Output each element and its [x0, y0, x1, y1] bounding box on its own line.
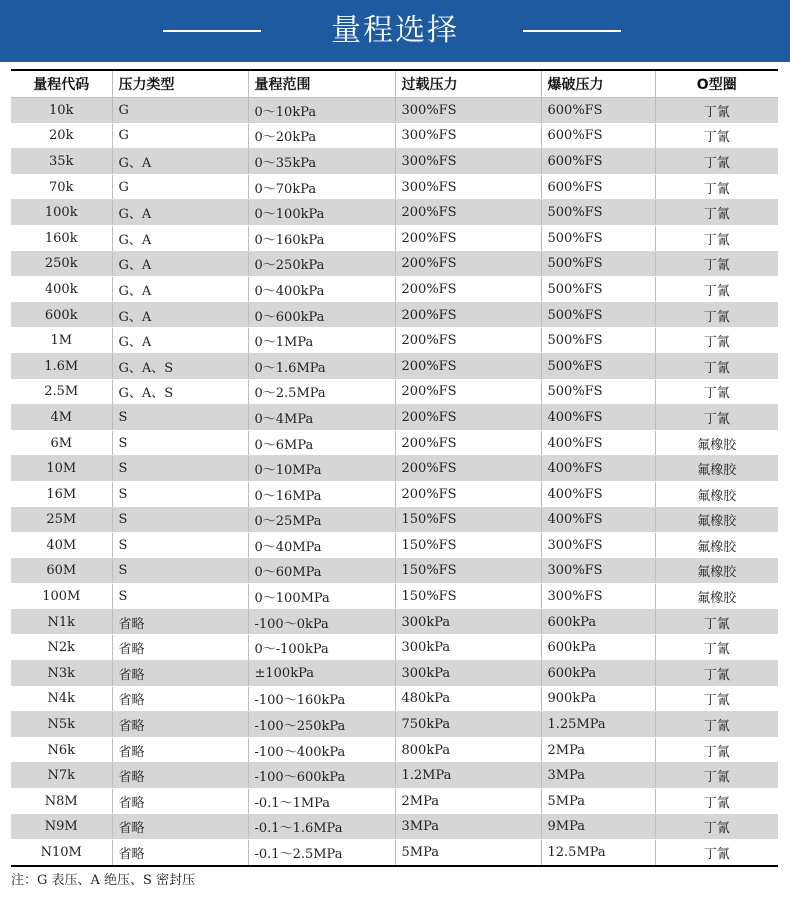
cell-range-code: N4k — [11, 686, 112, 712]
table-row — [11, 98, 778, 124]
cell-range-code: 10M — [11, 456, 112, 482]
cell-range-code: 10k — [11, 98, 112, 124]
cell-range: -100～160kPa — [248, 686, 395, 712]
range-table — [11, 69, 778, 867]
cell-overload: 5MPa — [395, 840, 541, 866]
table-row — [11, 123, 778, 149]
cell-range-code: N2k — [11, 635, 112, 661]
cell-overload: 200%FS — [395, 456, 541, 482]
cell-burst: 400%FS — [541, 481, 655, 507]
header-banner — [0, 0, 790, 62]
cell-burst: 600kPa — [541, 661, 655, 687]
cell-burst: 300%FS — [541, 584, 655, 610]
cell-burst: 5MPa — [541, 789, 655, 815]
cell-pressure-type: G、A — [112, 200, 248, 226]
cell-range: -100～600kPa — [248, 763, 395, 789]
cell-burst: 500%FS — [541, 302, 655, 328]
cell-range-code: 1M — [11, 328, 112, 354]
cell-overload: 200%FS — [395, 430, 541, 456]
cell-pressure-type: 省略 — [112, 737, 248, 763]
table-row — [11, 533, 778, 559]
cell-range: -0.1～2.5MPa — [248, 840, 395, 866]
col-header-overload: 过载压力 — [395, 70, 541, 98]
cell-range: -0.1～1MPa — [248, 789, 395, 815]
cell-oring: 丁氰 — [655, 149, 778, 175]
cell-pressure-type: G、A — [112, 328, 248, 354]
table-row — [11, 763, 778, 789]
cell-burst: 500%FS — [541, 379, 655, 405]
cell-overload: 200%FS — [395, 481, 541, 507]
cell-burst: 900kPa — [541, 686, 655, 712]
cell-burst: 1.25MPa — [541, 712, 655, 738]
cell-range-code: N3k — [11, 661, 112, 687]
cell-overload: 1.2MPa — [395, 763, 541, 789]
cell-oring: 丁氰 — [655, 635, 778, 661]
cell-pressure-type: G、A — [112, 251, 248, 277]
cell-pressure-type: G — [112, 123, 248, 149]
cell-pressure-type: S — [112, 533, 248, 559]
cell-oring: 丁氰 — [655, 277, 778, 303]
cell-pressure-type: 省略 — [112, 763, 248, 789]
cell-burst: 500%FS — [541, 200, 655, 226]
cell-pressure-type: G、A — [112, 277, 248, 303]
cell-range-code: 2.5M — [11, 379, 112, 405]
table-row — [11, 405, 778, 431]
cell-burst: 3MPa — [541, 763, 655, 789]
table-row — [11, 200, 778, 226]
cell-oring: 丁氰 — [655, 353, 778, 379]
cell-range-code: 25M — [11, 507, 112, 533]
cell-pressure-type: 省略 — [112, 814, 248, 840]
col-header-burst: 爆破压力 — [541, 70, 655, 98]
cell-oring: 氟橡胶 — [655, 430, 778, 456]
cell-overload: 200%FS — [395, 200, 541, 226]
table-row — [11, 661, 778, 687]
cell-range: 0～10kPa — [248, 98, 395, 124]
table-row — [11, 328, 778, 354]
table-row — [11, 789, 778, 815]
cell-range: 0～600kPa — [248, 302, 395, 328]
cell-oring: 丁氰 — [655, 712, 778, 738]
cell-overload: 200%FS — [395, 328, 541, 354]
cell-oring: 氟橡胶 — [655, 507, 778, 533]
page-title: 量程选择 — [331, 13, 459, 48]
cell-range: -100～400kPa — [248, 737, 395, 763]
cell-burst: 500%FS — [541, 353, 655, 379]
table-row — [11, 302, 778, 328]
cell-overload: 200%FS — [395, 405, 541, 431]
cell-burst: 300%FS — [541, 533, 655, 559]
cell-burst: 400%FS — [541, 430, 655, 456]
cell-overload: 750kPa — [395, 712, 541, 738]
cell-range-code: 600k — [11, 302, 112, 328]
cell-pressure-type: G、A、S — [112, 353, 248, 379]
cell-pressure-type: 省略 — [112, 789, 248, 815]
table-row — [11, 558, 778, 584]
cell-range: 0～20kPa — [248, 123, 395, 149]
cell-overload: 480kPa — [395, 686, 541, 712]
cell-overload: 150%FS — [395, 533, 541, 559]
cell-pressure-type: S — [112, 507, 248, 533]
cell-pressure-type: 省略 — [112, 686, 248, 712]
cell-overload: 300%FS — [395, 149, 541, 175]
cell-burst: 400%FS — [541, 456, 655, 482]
cell-pressure-type: G — [112, 98, 248, 124]
cell-range: 0～250kPa — [248, 251, 395, 277]
cell-range: 0～-100kPa — [248, 635, 395, 661]
cell-pressure-type: G、A — [112, 302, 248, 328]
cell-pressure-type: G、A — [112, 225, 248, 251]
cell-range-code: 70k — [11, 174, 112, 200]
cell-range-code: 100k — [11, 200, 112, 226]
cell-range-code: 16M — [11, 481, 112, 507]
cell-oring: 丁氰 — [655, 405, 778, 431]
cell-range-code: N5k — [11, 712, 112, 738]
cell-range-code: N8M — [11, 789, 112, 815]
cell-oring: 氟橡胶 — [655, 584, 778, 610]
cell-overload: 200%FS — [395, 251, 541, 277]
cell-oring: 丁氰 — [655, 251, 778, 277]
table-row — [11, 149, 778, 175]
table-row — [11, 840, 778, 866]
cell-burst: 400%FS — [541, 507, 655, 533]
cell-range-code: 6M — [11, 430, 112, 456]
table-row — [11, 712, 778, 738]
cell-overload: 200%FS — [395, 379, 541, 405]
cell-pressure-type: S — [112, 405, 248, 431]
cell-pressure-type: S — [112, 456, 248, 482]
cell-range: 0～100kPa — [248, 200, 395, 226]
cell-range: 0～40MPa — [248, 533, 395, 559]
table-row — [11, 584, 778, 610]
cell-range-code: 100M — [11, 584, 112, 610]
cell-burst: 500%FS — [541, 251, 655, 277]
cell-range-code: N10M — [11, 840, 112, 866]
cell-pressure-type: S — [112, 430, 248, 456]
cell-oring: 氟橡胶 — [655, 481, 778, 507]
cell-pressure-type: 省略 — [112, 661, 248, 687]
cell-overload: 300kPa — [395, 609, 541, 635]
cell-pressure-type: G — [112, 174, 248, 200]
cell-overload: 300%FS — [395, 174, 541, 200]
cell-burst: 600kPa — [541, 635, 655, 661]
cell-range: -0.1～1.6MPa — [248, 814, 395, 840]
cell-oring: 丁氰 — [655, 763, 778, 789]
table-row — [11, 430, 778, 456]
cell-overload: 200%FS — [395, 277, 541, 303]
cell-range-code: 40M — [11, 533, 112, 559]
cell-oring: 丁氰 — [655, 789, 778, 815]
cell-range: 0～60MPa — [248, 558, 395, 584]
cell-oring: 丁氰 — [655, 840, 778, 866]
cell-oring: 丁氰 — [655, 379, 778, 405]
cell-range-code: N7k — [11, 763, 112, 789]
cell-range-code: 1.6M — [11, 353, 112, 379]
cell-range: 0～100MPa — [248, 584, 395, 610]
cell-burst: 9MPa — [541, 814, 655, 840]
cell-burst: 300%FS — [541, 558, 655, 584]
cell-range-code: N9M — [11, 814, 112, 840]
cell-oring: 丁氰 — [655, 225, 778, 251]
cell-overload: 300%FS — [395, 98, 541, 124]
cell-range-code: 35k — [11, 149, 112, 175]
table-row — [11, 251, 778, 277]
table-row — [11, 814, 778, 840]
table-row — [11, 174, 778, 200]
cell-range: 0～1.6MPa — [248, 353, 395, 379]
table-row — [11, 225, 778, 251]
table-row — [11, 481, 778, 507]
cell-pressure-type: 省略 — [112, 840, 248, 866]
cell-pressure-type: G、A、S — [112, 379, 248, 405]
cell-burst: 600%FS — [541, 174, 655, 200]
cell-oring: 丁氰 — [655, 814, 778, 840]
cell-burst: 600%FS — [541, 123, 655, 149]
table-row — [11, 635, 778, 661]
col-header-oring: O型圈 — [655, 70, 778, 98]
cell-oring: 丁氰 — [655, 98, 778, 124]
cell-range: 0～16MPa — [248, 481, 395, 507]
cell-range: 0～2.5MPa — [248, 379, 395, 405]
cell-range-code: 60M — [11, 558, 112, 584]
cell-range: -100～0kPa — [248, 609, 395, 635]
cell-range: 0～4MPa — [248, 405, 395, 431]
table-row — [11, 353, 778, 379]
cell-range-code: 4M — [11, 405, 112, 431]
cell-oring: 丁氰 — [655, 737, 778, 763]
cell-oring: 丁氰 — [655, 174, 778, 200]
cell-pressure-type: S — [112, 558, 248, 584]
cell-oring: 氟橡胶 — [655, 456, 778, 482]
cell-burst: 12.5MPa — [541, 840, 655, 866]
cell-overload: 150%FS — [395, 584, 541, 610]
table-body — [11, 98, 778, 866]
col-header-pressure-type: 压力类型 — [112, 70, 248, 98]
cell-overload: 3MPa — [395, 814, 541, 840]
cell-pressure-type: 省略 — [112, 609, 248, 635]
cell-oring: 丁氰 — [655, 123, 778, 149]
cell-range: 0～70kPa — [248, 174, 395, 200]
cell-overload: 2MPa — [395, 789, 541, 815]
cell-oring: 丁氰 — [655, 302, 778, 328]
col-header-range: 量程范围 — [248, 70, 395, 98]
cell-range: 0～400kPa — [248, 277, 395, 303]
table-row — [11, 686, 778, 712]
cell-pressure-type: G、A — [112, 149, 248, 175]
range-table-container — [11, 69, 778, 867]
table-row — [11, 456, 778, 482]
cell-oring: 丁氰 — [655, 686, 778, 712]
cell-pressure-type: S — [112, 584, 248, 610]
cell-range: 0～1MPa — [248, 328, 395, 354]
cell-range-code: 160k — [11, 225, 112, 251]
table-header-row — [11, 70, 778, 98]
footnote: 注：G 表压、A 绝压、S 密封压 — [11, 873, 196, 888]
cell-range: 0～25MPa — [248, 507, 395, 533]
table-row — [11, 737, 778, 763]
table-row — [11, 277, 778, 303]
cell-burst: 500%FS — [541, 225, 655, 251]
cell-range-code: N1k — [11, 609, 112, 635]
cell-range: ±100kPa — [248, 661, 395, 687]
cell-range: 0～6MPa — [248, 430, 395, 456]
cell-oring: 丁氰 — [655, 661, 778, 687]
cell-burst: 500%FS — [541, 277, 655, 303]
cell-pressure-type: S — [112, 481, 248, 507]
cell-burst: 600%FS — [541, 149, 655, 175]
table-row — [11, 507, 778, 533]
cell-overload: 200%FS — [395, 225, 541, 251]
cell-range: 0～10MPa — [248, 456, 395, 482]
cell-burst: 2MPa — [541, 737, 655, 763]
table-row — [11, 379, 778, 405]
cell-burst: 400%FS — [541, 405, 655, 431]
cell-range-code: 20k — [11, 123, 112, 149]
cell-overload: 800kPa — [395, 737, 541, 763]
cell-oring: 丁氰 — [655, 609, 778, 635]
cell-overload: 150%FS — [395, 507, 541, 533]
cell-pressure-type: 省略 — [112, 712, 248, 738]
cell-burst: 600%FS — [541, 98, 655, 124]
table-row — [11, 609, 778, 635]
cell-range-code: 400k — [11, 277, 112, 303]
cell-oring: 丁氰 — [655, 200, 778, 226]
cell-overload: 300kPa — [395, 661, 541, 687]
cell-overload: 200%FS — [395, 353, 541, 379]
cell-range: -100～250kPa — [248, 712, 395, 738]
cell-overload: 200%FS — [395, 302, 541, 328]
cell-overload: 150%FS — [395, 558, 541, 584]
col-header-range-code: 量程代码 — [11, 70, 112, 98]
cell-range-code: 250k — [11, 251, 112, 277]
cell-range-code: N6k — [11, 737, 112, 763]
cell-range: 0～160kPa — [248, 225, 395, 251]
cell-oring: 氟橡胶 — [655, 558, 778, 584]
cell-oring: 氟橡胶 — [655, 533, 778, 559]
title-right-rule — [523, 30, 621, 32]
cell-overload: 300%FS — [395, 123, 541, 149]
cell-pressure-type: 省略 — [112, 635, 248, 661]
cell-burst: 500%FS — [541, 328, 655, 354]
cell-overload: 300kPa — [395, 635, 541, 661]
cell-oring: 丁氰 — [655, 328, 778, 354]
cell-range: 0～35kPa — [248, 149, 395, 175]
cell-burst: 600kPa — [541, 609, 655, 635]
